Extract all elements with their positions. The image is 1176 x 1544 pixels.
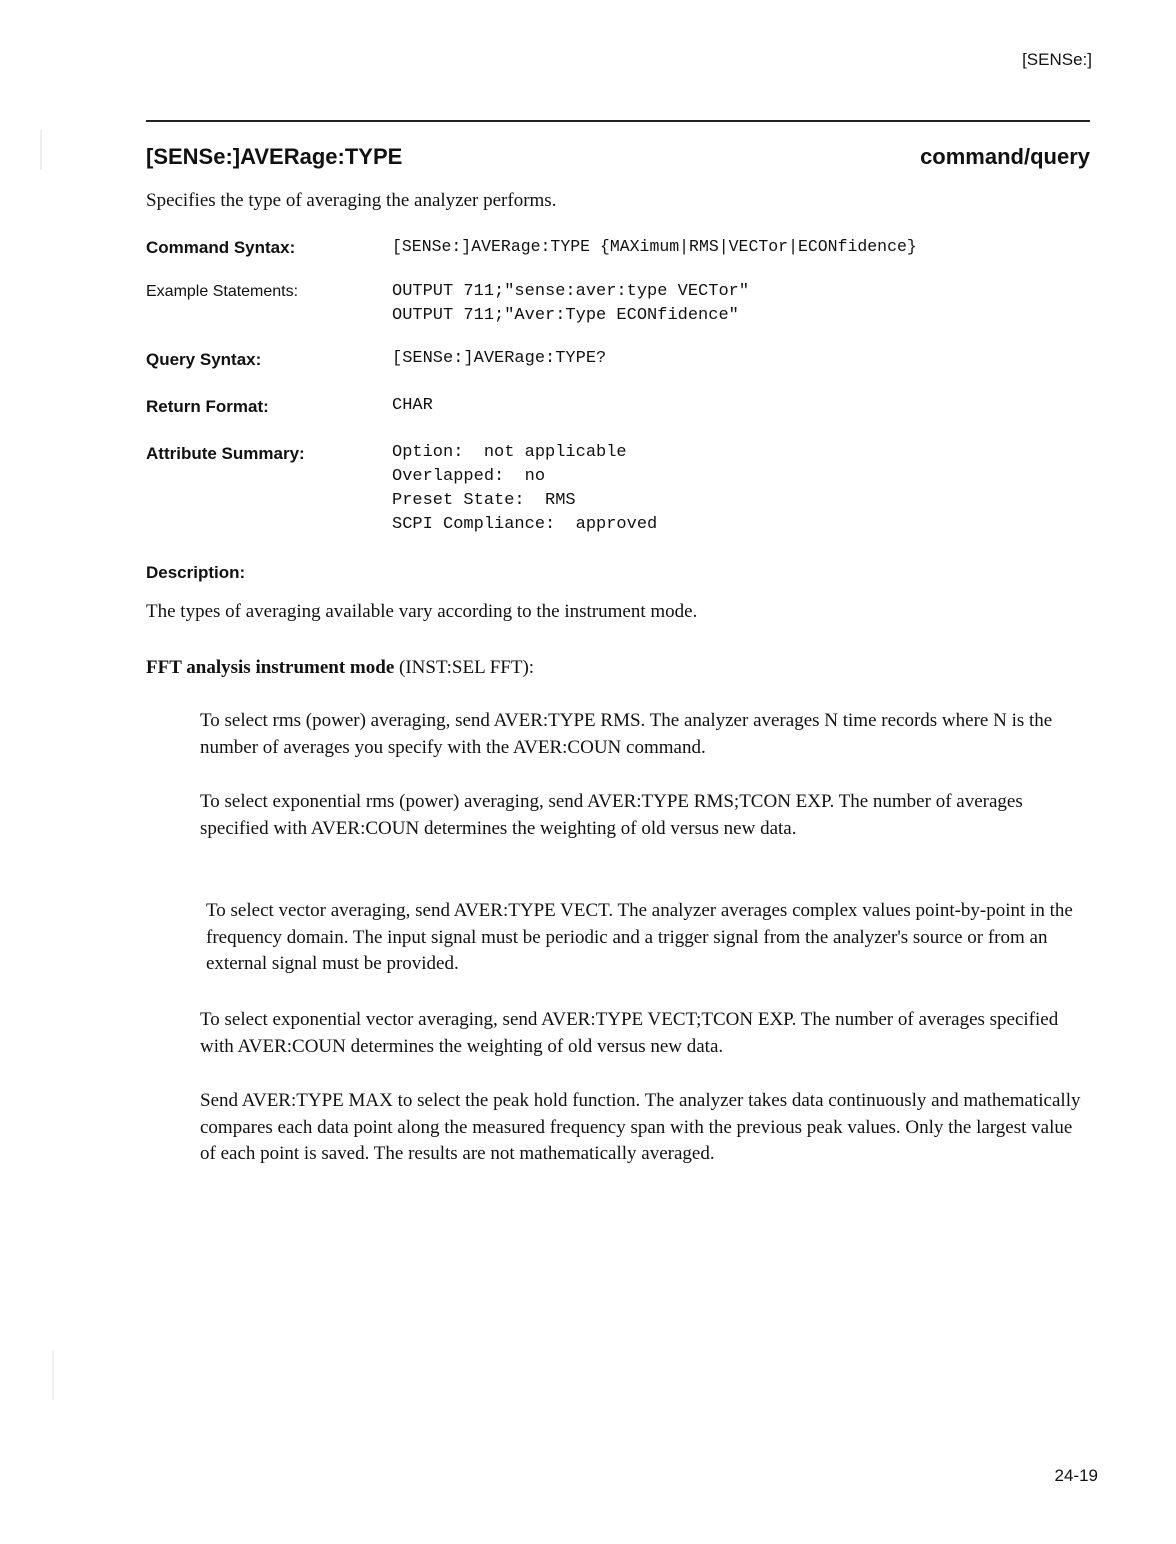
return-format-value: CHAR [392, 396, 433, 415]
running-header: [SENSe:] [1022, 50, 1092, 69]
query-syntax-value: [SENSe:]AVERage:TYPE? [392, 349, 607, 368]
attribute-preset-state: Preset State: RMS [392, 491, 576, 510]
attribute-scpi-compliance: SCPI Compliance: approved [392, 515, 658, 534]
query-syntax-label: Query Syntax: [146, 350, 262, 369]
paragraph-exponential-rms: To select exponential rms (power) averaging, send AVER:TYPE RMS;TCON EXP. The number of averages specified with AVER:COUN determines the weighting of old versus new data. [200, 791, 1023, 839]
mode-heading-command: (INST:SEL FFT): [394, 657, 535, 678]
page-number: 24-19 [1054, 1466, 1098, 1485]
example-statement-1: OUTPUT 711;"sense:aver:type VECTor" [392, 282, 750, 301]
description-intro: The types of averaging available vary according to the instrument mode. [146, 601, 698, 622]
scan-artifact [52, 1350, 54, 1400]
attribute-summary-label: Attribute Summary: [146, 444, 305, 463]
header-rule [146, 120, 1090, 122]
paragraph-peak-hold: Send AVER:TYPE MAX to select the peak hold function. The analyzer takes data continuously and mathematically compares each data point along the measured frequency span with the previous peak values. Only the largest value of each point is saved. The results are not mathematically averaged. [200, 1090, 1081, 1164]
command-syntax-value: [SENSe:]AVERage:TYPE {MAXimum|RMS|VECTor|ECONfidence} [392, 237, 917, 256]
scan-artifact [40, 130, 42, 170]
command-title: [SENSe:]AVERage:TYPE [146, 144, 403, 169]
mode-heading-name: FFT analysis instrument mode [146, 657, 395, 678]
example-statement-2: OUTPUT 711;"Aver:Type ECONfidence" [392, 306, 739, 325]
example-statements-label: Example Statements: [146, 283, 299, 300]
command-summary: Specifies the type of averaging the analyzer performs. [146, 190, 557, 211]
paragraph-rms: To select rms (power) averaging, send AVER:TYPE RMS. The analyzer averages N time records where N is the number of averages you specify with the AVER:COUN command. [200, 710, 1053, 758]
command-kind: command/query [920, 144, 1090, 169]
command-syntax-label: Command Syntax: [146, 238, 296, 257]
description-label: Description: [146, 563, 246, 582]
attribute-overlapped: Overlapped: no [392, 467, 546, 486]
return-format-label: Return Format: [146, 397, 269, 416]
paragraph-exponential-vector: To select exponential vector averaging, send AVER:TYPE VECT;TCON EXP. The number of averages specified with AVER:COUN determines the weighting of old versus new data. [200, 1009, 1059, 1057]
mode-heading [146, 655, 534, 681]
attribute-option: Option: not applicable [392, 443, 627, 462]
paragraph-vector: To select vector averaging, send AVER:TYPE VECT. The analyzer averages complex values point-by-point in the frequency domain. The input signal must be periodic and a trigger signal from the analyzer's source or from an external signal must be provided. [206, 900, 1073, 974]
